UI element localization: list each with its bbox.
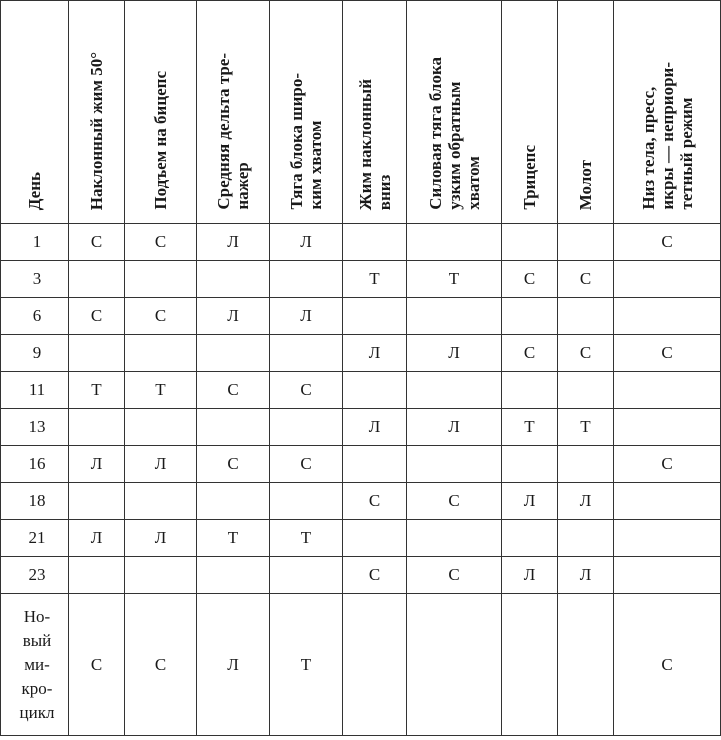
mode-cell bbox=[270, 557, 343, 594]
day-cell: 1 bbox=[1, 224, 69, 261]
mode-cell bbox=[614, 520, 721, 557]
mode-cell bbox=[343, 520, 407, 557]
mode-cell: Л bbox=[502, 483, 558, 520]
mode-cell: С bbox=[125, 594, 197, 736]
mode-cell: С bbox=[558, 261, 614, 298]
column-header-label: Молот bbox=[576, 159, 595, 210]
mode-cell: С bbox=[343, 557, 407, 594]
mode-cell: С bbox=[558, 335, 614, 372]
mode-cell bbox=[614, 261, 721, 298]
mode-cell: С bbox=[197, 372, 270, 409]
mode-cell bbox=[407, 594, 502, 736]
mode-cell bbox=[69, 261, 125, 298]
table-row bbox=[1, 520, 721, 557]
mode-cell bbox=[558, 446, 614, 483]
table-row bbox=[1, 298, 721, 335]
mode-cell: С bbox=[614, 335, 721, 372]
mode-cell: С bbox=[614, 224, 721, 261]
mode-cell: С bbox=[614, 594, 721, 736]
mode-cell bbox=[125, 335, 197, 372]
day-cell: 23 bbox=[1, 557, 69, 594]
column-header-2 bbox=[125, 1, 197, 224]
mode-cell: Т bbox=[558, 409, 614, 446]
mode-cell bbox=[407, 446, 502, 483]
mode-cell bbox=[407, 298, 502, 335]
column-header-label: Средняя дельта тре- нажер bbox=[214, 53, 252, 210]
mode-cell: Л bbox=[270, 298, 343, 335]
mode-cell: С bbox=[69, 224, 125, 261]
column-header-label: День bbox=[25, 171, 44, 210]
mode-cell bbox=[558, 520, 614, 557]
table-row bbox=[1, 372, 721, 409]
mode-cell bbox=[69, 557, 125, 594]
mode-cell: Т bbox=[502, 409, 558, 446]
day-cell: 13 bbox=[1, 409, 69, 446]
column-header-label: Жим наклонный вниз bbox=[355, 78, 394, 210]
mode-cell bbox=[343, 298, 407, 335]
column-header-label: Низ тела, пресс, икры — неприори- тетный режим bbox=[638, 62, 696, 210]
mode-cell: Л bbox=[197, 224, 270, 261]
mode-cell: Л bbox=[270, 224, 343, 261]
mode-cell bbox=[69, 335, 125, 372]
mode-cell: Т bbox=[270, 520, 343, 557]
mode-cell: Л bbox=[407, 335, 502, 372]
table-row bbox=[1, 409, 721, 446]
header-row bbox=[1, 1, 721, 224]
mode-cell bbox=[614, 409, 721, 446]
mode-cell: Л bbox=[125, 520, 197, 557]
mode-cell bbox=[270, 261, 343, 298]
mode-cell bbox=[343, 594, 407, 736]
mode-cell bbox=[125, 483, 197, 520]
mode-cell bbox=[125, 409, 197, 446]
mode-cell: С bbox=[270, 446, 343, 483]
mode-cell bbox=[502, 520, 558, 557]
mode-cell bbox=[614, 298, 721, 335]
table-body bbox=[1, 224, 721, 736]
mode-cell bbox=[502, 224, 558, 261]
mode-cell bbox=[125, 557, 197, 594]
table-row bbox=[1, 261, 721, 298]
mode-cell bbox=[343, 224, 407, 261]
column-header-0 bbox=[1, 1, 69, 224]
day-cell: 3 bbox=[1, 261, 69, 298]
mode-cell bbox=[614, 483, 721, 520]
column-header-label: Тяга блока широ- ким хватом bbox=[287, 73, 325, 210]
column-header-label: Трицепс bbox=[520, 145, 539, 210]
mode-cell bbox=[407, 372, 502, 409]
day-cell: 21 bbox=[1, 520, 69, 557]
mode-cell bbox=[502, 594, 558, 736]
mode-cell: С bbox=[502, 335, 558, 372]
table-row bbox=[1, 335, 721, 372]
mode-cell bbox=[270, 335, 343, 372]
mode-cell bbox=[197, 483, 270, 520]
column-header-7 bbox=[502, 1, 558, 224]
day-cell: 9 bbox=[1, 335, 69, 372]
mode-cell bbox=[270, 483, 343, 520]
column-header-4 bbox=[270, 1, 343, 224]
day-cell: 11 bbox=[1, 372, 69, 409]
mode-cell bbox=[270, 409, 343, 446]
mode-cell bbox=[502, 298, 558, 335]
mode-cell: Л bbox=[558, 483, 614, 520]
column-header-8 bbox=[558, 1, 614, 224]
day-cell: Но- вый ми- кро- цикл bbox=[1, 594, 69, 736]
mode-cell bbox=[558, 224, 614, 261]
mode-cell bbox=[343, 372, 407, 409]
mode-cell bbox=[197, 557, 270, 594]
mode-cell bbox=[502, 446, 558, 483]
column-header-5 bbox=[343, 1, 407, 224]
column-header-1 bbox=[69, 1, 125, 224]
mode-cell bbox=[614, 557, 721, 594]
mode-cell: Л bbox=[343, 335, 407, 372]
mode-cell: С bbox=[125, 298, 197, 335]
column-header-6 bbox=[407, 1, 502, 224]
column-header-label: Силовая тяга блока узким обратным хватом bbox=[425, 57, 483, 210]
column-header-9 bbox=[614, 1, 721, 224]
mode-cell: Т bbox=[197, 520, 270, 557]
day-cell: 18 bbox=[1, 483, 69, 520]
column-header-label: Наклонный жим 50° bbox=[87, 51, 106, 210]
mode-cell: Т bbox=[407, 261, 502, 298]
mode-cell: Л bbox=[558, 557, 614, 594]
mode-cell bbox=[343, 446, 407, 483]
mode-cell: С bbox=[407, 483, 502, 520]
mode-cell: С bbox=[407, 557, 502, 594]
mode-cell: Л bbox=[69, 446, 125, 483]
mode-cell bbox=[558, 594, 614, 736]
mode-cell bbox=[502, 372, 558, 409]
mode-cell: Л bbox=[343, 409, 407, 446]
mode-cell bbox=[69, 409, 125, 446]
mode-cell: Л bbox=[407, 409, 502, 446]
mode-cell bbox=[125, 261, 197, 298]
mode-cell: Л bbox=[69, 520, 125, 557]
mode-cell: Т bbox=[270, 594, 343, 736]
mode-cell: Т bbox=[125, 372, 197, 409]
mode-cell: Л bbox=[125, 446, 197, 483]
mode-cell bbox=[197, 335, 270, 372]
mode-cell bbox=[407, 224, 502, 261]
table-row bbox=[1, 594, 721, 736]
mode-cell: С bbox=[69, 298, 125, 335]
table-row bbox=[1, 224, 721, 261]
mode-cell: Т bbox=[343, 261, 407, 298]
mode-cell bbox=[197, 409, 270, 446]
mode-cell: С bbox=[125, 224, 197, 261]
mode-cell bbox=[69, 483, 125, 520]
table-row bbox=[1, 557, 721, 594]
mode-cell bbox=[197, 261, 270, 298]
mode-cell: Т bbox=[69, 372, 125, 409]
mode-cell bbox=[558, 372, 614, 409]
mode-cell: Л bbox=[197, 298, 270, 335]
mode-cell: С bbox=[270, 372, 343, 409]
mode-cell: Л bbox=[502, 557, 558, 594]
column-header-3 bbox=[197, 1, 270, 224]
table-row bbox=[1, 483, 721, 520]
table-row bbox=[1, 446, 721, 483]
day-cell: 16 bbox=[1, 446, 69, 483]
mode-cell: Л bbox=[197, 594, 270, 736]
column-header-label: Подъем на бицепс bbox=[151, 71, 170, 210]
mode-cell bbox=[407, 520, 502, 557]
mode-cell: С bbox=[69, 594, 125, 736]
mode-cell bbox=[614, 372, 721, 409]
day-cell: 6 bbox=[1, 298, 69, 335]
mode-cell: С bbox=[502, 261, 558, 298]
mode-cell: С bbox=[343, 483, 407, 520]
mode-cell bbox=[558, 298, 614, 335]
mode-cell: С bbox=[197, 446, 270, 483]
mode-cell: С bbox=[614, 446, 721, 483]
